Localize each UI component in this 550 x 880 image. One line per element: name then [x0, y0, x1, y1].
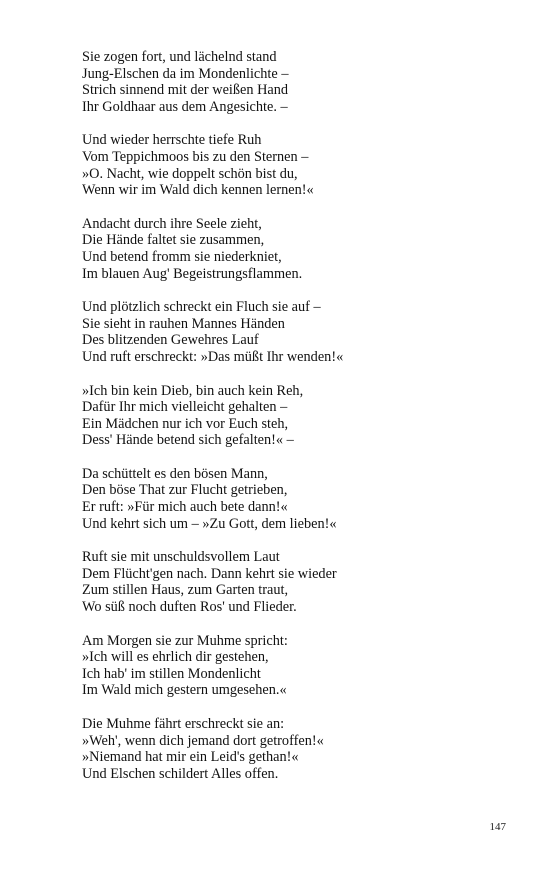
poem-line: Sie zogen fort, und lächelnd stand	[82, 49, 277, 65]
stanza-4	[82, 299, 502, 365]
poem-body	[82, 49, 502, 799]
stanza-9	[82, 716, 502, 782]
poem-line: Und wieder herrschte tiefe Ruh	[82, 132, 262, 149]
stanza-2	[82, 132, 502, 198]
poem-line: Und betend fromm sie niederkniet,	[82, 248, 282, 265]
poem-line: Vom Teppichmoos bis zu den Sternen –	[82, 148, 309, 165]
poem-line: Jung-Elschen da im Mondenlichte –	[82, 65, 289, 82]
stanza-5	[82, 383, 502, 449]
stanza-7	[82, 549, 502, 615]
poem-line: Sie sieht in rauhen Mannes Händen	[82, 315, 285, 332]
poem-line: Ihr Goldhaar aus dem Angesichte. –	[82, 98, 288, 115]
poem-line: Und Elschen schildert Alles offen.	[82, 765, 279, 782]
poem-line: Dem Flücht'gen nach. Dann kehrt sie wieder	[82, 565, 337, 582]
poem-line: Wo süß noch duften Ros' und Flieder.	[82, 599, 297, 616]
poem-line: Wenn wir im Wald dich kennen lernen!«	[82, 182, 314, 199]
poem-line: Und ruft erschreckt: »Das müßt Ihr wenden!«	[82, 348, 344, 365]
poem-line: Dess' Hände betend sich gefalten!« –	[82, 432, 294, 449]
poem-line: Im Wald mich gestern umgesehen.«	[82, 682, 287, 699]
poem-line: Im blauen Aug' Begeistrungsflammen.	[82, 265, 303, 282]
poem-line: Und plötzlich schreckt ein Fluch sie auf –	[82, 299, 321, 316]
poem-line: »Ich will es ehrlich dir gestehen,	[82, 649, 269, 666]
poem-line: Die Muhme fährt erschreckt sie an:	[82, 716, 285, 732]
poem-line: Dafür Ihr mich vielleicht gehalten –	[82, 399, 288, 416]
stanza-8	[82, 633, 502, 699]
poem-line: Am Morgen sie zur Muhme spricht:	[82, 632, 288, 649]
poem-line: Strich sinnend mit der weißen Hand	[82, 82, 289, 99]
poem-line: Andacht durch ihre Seele zieht,	[82, 215, 262, 232]
poem-line: Die Hände faltet sie zusammen,	[82, 232, 265, 249]
poem-line: Den böse That zur Flucht getrieben,	[82, 482, 288, 499]
poem-line: »Weh', wenn dich jemand dort getroffen!«	[82, 732, 324, 749]
poem-line: »Niemand hat mir ein Leid's gethan!«	[82, 749, 299, 766]
poem-line: »Ich bin kein Dieb, bin auch kein Reh,	[82, 382, 304, 399]
stanza-3	[82, 216, 502, 282]
poem-line: Ein Mädchen nur ich vor Euch steh,	[82, 415, 289, 432]
stanza-1	[82, 49, 502, 115]
poem-line: Er ruft: »Für mich auch bete dann!«	[82, 499, 288, 516]
poem-line: Ich hab' im stillen Mondenlicht	[82, 665, 261, 682]
poem-line: Ruft sie mit unschuldsvollem Laut	[82, 549, 280, 566]
poem-line: »O. Nacht, wie doppelt schön bist du,	[82, 165, 298, 182]
poem-line: Da schüttelt es den bösen Mann,	[82, 465, 268, 482]
poem-line: Und kehrt sich um – »Zu Gott, dem lieben!«	[82, 515, 337, 532]
poem-line: Zum stillen Haus, zum Garten traut,	[82, 582, 289, 599]
stanza-6	[82, 466, 502, 532]
page-number: 147	[489, 821, 506, 833]
poem-line: Des blitzenden Gewehres Lauf	[82, 332, 259, 349]
